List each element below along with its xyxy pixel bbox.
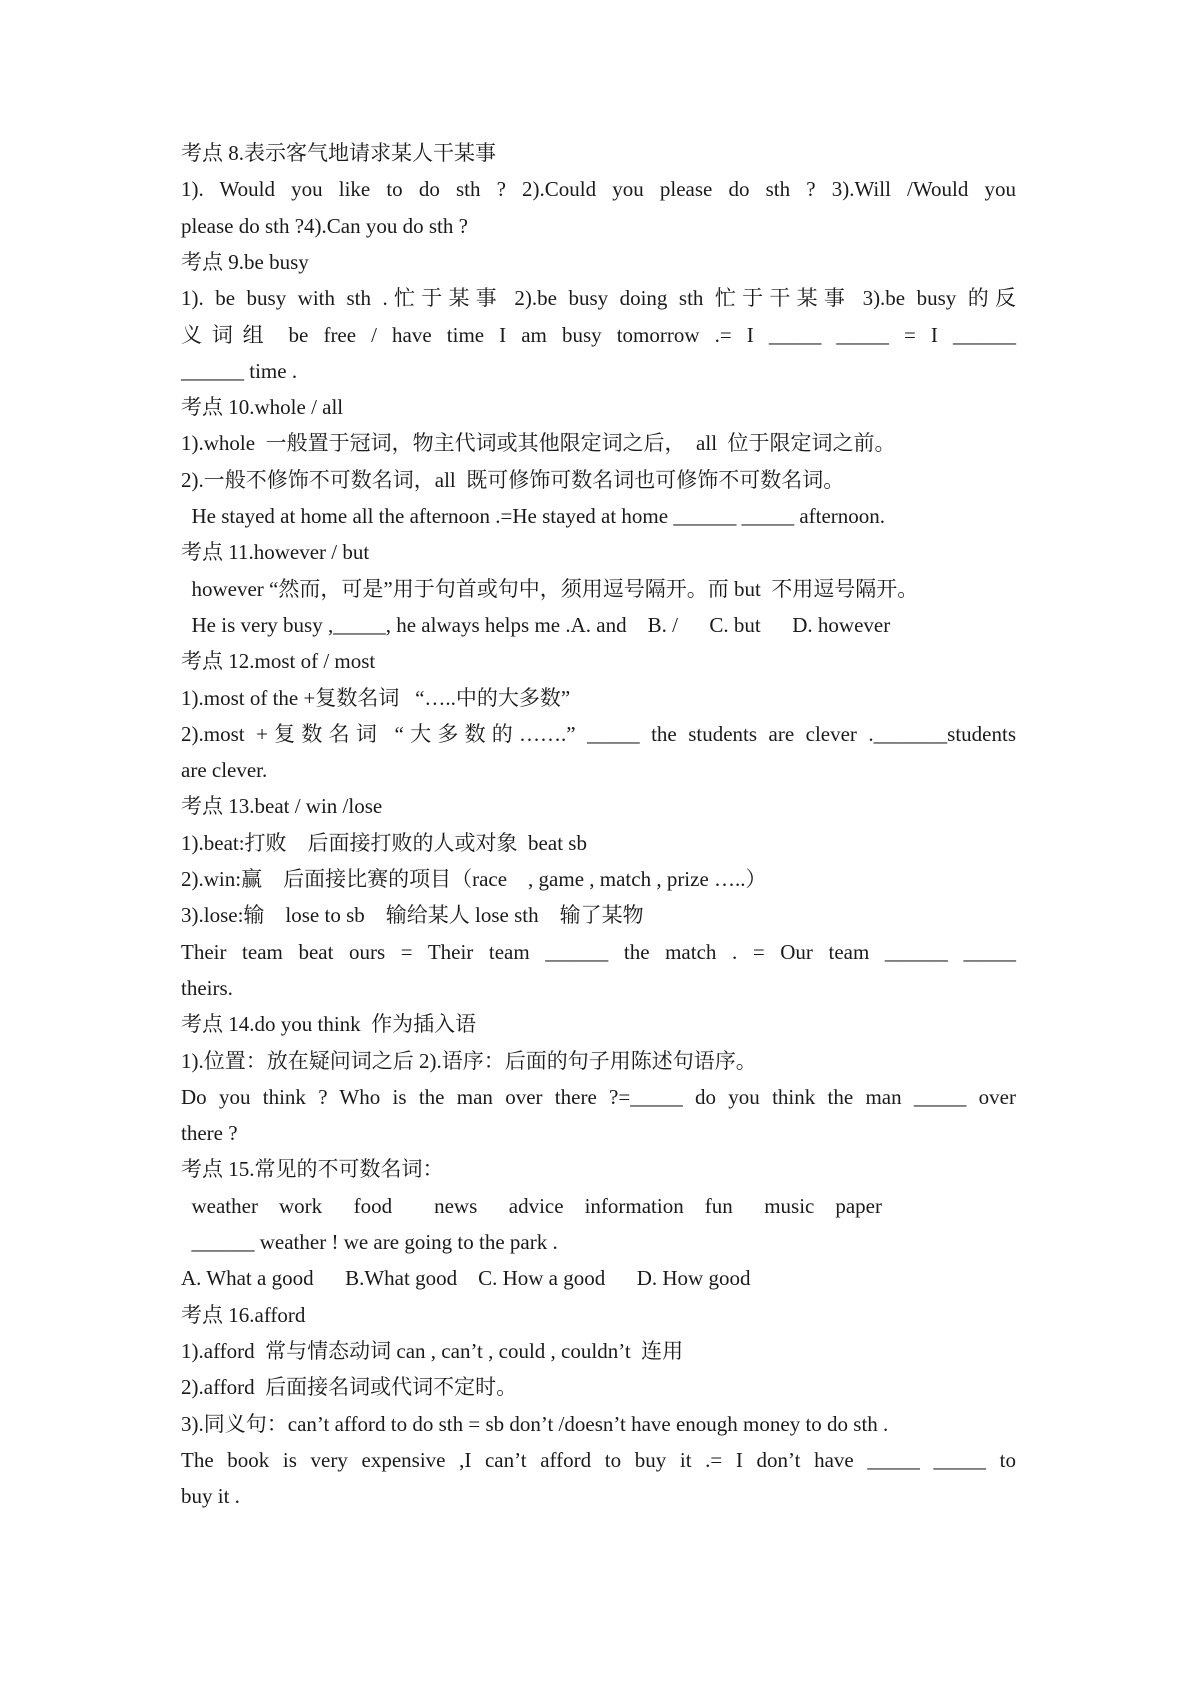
text-line: 考点 8.表示客气地请求某人干某事 — [181, 141, 496, 165]
text-line: 考点 16.afford — [181, 1302, 306, 1327]
text-line: 1). Would you like to do sth ? 2).Could you please do sth ? 3).Will /Would you — [181, 177, 1016, 202]
text-line: 1).whole 一般置于冠词，物主代词或其他限定词之后， all 位于限定词之前。 — [181, 431, 896, 456]
text-line: 考点 14.do you think 作为插入语 — [181, 1012, 477, 1037]
text-line: are clever. — [181, 758, 268, 783]
text-line: 1). be busy with sth .忙于某事 2).be busy doing sth 忙于干某事 3).be busy 的反 — [181, 286, 1016, 311]
text-line: He is very busy ,_____, he always helps me .A. and B. / C. but D. however — [181, 612, 891, 637]
text-line: 1).most of the +复数名词 “…..中的大多数” — [181, 685, 571, 710]
text-line: 2).afford 后面接名词或代词不定时。 — [181, 1375, 518, 1400]
text-line: 1).beat:打败 后面接打败的人或对象 beat sb — [181, 830, 587, 855]
text-line: 考点 11.however / but — [181, 540, 370, 565]
text-line: buy it . — [181, 1484, 240, 1509]
text-line: weather work food news advice information fun music paper — [181, 1193, 882, 1218]
text-line: 考点 15.常见的不可数名词： — [181, 1157, 444, 1182]
text-line: He stayed at home all the afternoon .=He stayed at home ______ _____ afternoon. — [181, 504, 886, 528]
text-line: 考点 12.most of / most — [181, 649, 376, 674]
text-line: A. What a good B.What good C. How a good D. How good — [181, 1266, 751, 1291]
text-line: 考点 10.whole / all — [181, 395, 344, 420]
text-line: 3).同义句：can’t afford to do sth = sb don’t /doesn’t have enough money to do sth . — [181, 1411, 889, 1436]
text-line: please do sth ?4).Can you do sth ? — [181, 213, 468, 238]
text-line: ______ time . — [181, 358, 298, 383]
text-line: 3).lose:输 lose to sb 输给某人 lose sth 输了某物 — [181, 903, 644, 928]
text-line: ______ weather ! we are going to the park . — [181, 1230, 558, 1254]
text-line: Do you think ? Who is the man over there ?=_____ do you think the man _____ over — [181, 1084, 1016, 1109]
text-line: 2).most +复数名词 “大多数的…….” _____ the students are clever ._______students — [181, 721, 1016, 746]
text-line: 2).一般不修饰不可数名词，all 既可修饰可数名词也可修饰不可数名词。 — [181, 467, 845, 492]
text-line: 考点 9.be busy — [181, 249, 309, 274]
text-line: 1).位置：放在疑问词之后 2).语序：后面的句子用陈述句语序。 — [181, 1048, 757, 1073]
text-line: 2).win:赢 后面接比赛的项目（race , game , match , prize …..） — [181, 867, 767, 891]
text-line: however “然而，可是”用于句首或句中，须用逗号隔开。而 but 不用逗号隔开。 — [181, 576, 919, 601]
text-line: 义词组 be free / have time I am busy tomorrow .= I _____ _____ = I ______ — [181, 322, 1016, 347]
text-line: Their team beat ours = Their team ______ the match . = Our team ______ _____ — [181, 939, 1016, 964]
text-line: 1).afford 常与情态动词 can , can’t , could , couldn’t 连用 — [181, 1338, 684, 1363]
text-line: theirs. — [181, 975, 233, 1000]
text-line: The book is very expensive ,I can’t afford to buy it .= I don’t have _____ _____ to — [181, 1447, 1016, 1472]
text-line: there ? — [181, 1121, 238, 1146]
text-line: 考点 13.beat / win /lose — [181, 794, 383, 819]
